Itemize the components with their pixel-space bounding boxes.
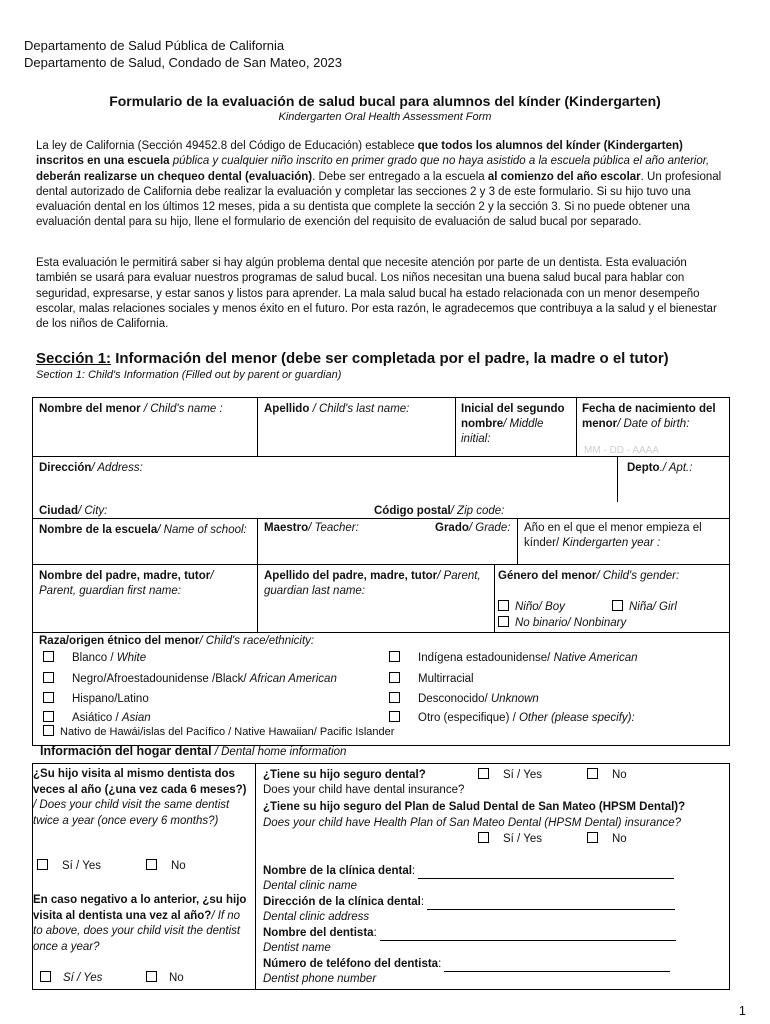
dental-insurance-question-en: Does your child have dental insurance? <box>263 784 465 796</box>
dental-home-title <box>40 744 346 758</box>
clinic-address-field[interactable]: Dirección de la clínica dental: <box>263 895 675 910</box>
same-dentist-question <box>33 767 251 829</box>
label-es: Número de teléfono del dentista <box>263 958 439 970</box>
race-ethnicity-label <box>39 634 314 649</box>
hpsm-question-en: Does your child have Health Plan of San Mateo Dental (HPSM Dental) insurance? <box>263 817 682 829</box>
checkbox[interactable] <box>37 859 48 870</box>
label-en: / Grade: <box>468 522 511 534</box>
label-es: Grado <box>435 522 469 534</box>
label-es: Género del menor <box>498 570 597 582</box>
label-es: Raza/origen étnico del menor <box>39 635 200 647</box>
apt-field[interactable] <box>627 461 692 476</box>
option-label: Hispano/Latino <box>72 693 149 705</box>
col-divider <box>257 564 258 632</box>
gender-label <box>498 569 728 584</box>
checkbox[interactable] <box>40 971 51 982</box>
race-option[interactable] <box>389 651 638 666</box>
question-en: / If no to above, does your child visit the dentist once a year? <box>33 909 241 953</box>
yearly-visit-question <box>33 893 251 955</box>
page-number: 1 <box>738 1003 746 1018</box>
row-divider <box>32 632 730 633</box>
middle-initial-field[interactable] <box>461 402 575 447</box>
dental-insurance-question <box>263 768 426 783</box>
child-last-name-field[interactable] <box>264 402 452 417</box>
intro-segment: al comienzo del año escolar <box>487 170 641 183</box>
label-en: Kindergarten year : <box>559 537 661 549</box>
label-es: Nombre del menor <box>39 403 141 415</box>
dentist-name-field[interactable]: Nombre del dentista: <box>263 926 676 941</box>
option-label: Niño/ Boy <box>515 601 565 613</box>
race-option[interactable] <box>43 692 149 707</box>
parent-last-name-field[interactable] <box>264 569 496 599</box>
label-es: Dirección <box>39 462 92 474</box>
label-es: Inicial del segundo nombre <box>461 403 565 430</box>
intro-segment: . Debe ser entregado a la escuela <box>312 170 488 183</box>
label-en: / Address: <box>91 462 143 474</box>
form-title: Formulario de la evaluación de salud bucal para alumnos del kínder (Kindergarten) <box>109 93 661 109</box>
label-en: / Zip code: <box>450 505 505 517</box>
col-divider <box>257 518 258 564</box>
checkbox[interactable] <box>389 651 400 662</box>
kindergarten-year-field[interactable] <box>524 521 727 551</box>
label-es: Año en el que el menor empieza el kínder/ <box>524 522 702 549</box>
intro-paragraph-2: Esta evaluación le permitirá saber si hay algún problema dental que necesite atención por parte de un dentista. Esta evaluación también se usará para evaluar nuestros programas de salud bucal. Los niños necesitan una buena salud bucal para hablar con seguridad, expresarse, y estar sanos y listos para aprender. La mala salud bucal ha estado relacionada con un menor desempeño escolar, malas relaciones sociales y menos éxito en el futuro. Por esta razón, le agradecemos que contribuya a la salud y el bienestar de los niños de California. <box>36 257 717 331</box>
option-label: Niña/ Girl <box>629 601 677 613</box>
race-option[interactable] <box>43 725 394 740</box>
fill-line[interactable] <box>427 909 675 910</box>
option-label: Asiático / Asian <box>72 712 151 724</box>
label-es: Dirección de la clínica dental <box>263 896 421 908</box>
checkbox[interactable] <box>498 600 509 611</box>
label-es: Fecha de nacimiento del menor <box>582 403 716 430</box>
label-en: / Child's name : <box>140 403 223 415</box>
option-label: Sí / Yes <box>503 833 543 845</box>
title-es: Información del hogar dental <box>40 744 212 758</box>
hpsm-no[interactable] <box>587 832 627 847</box>
section-1-label: Sección 1: <box>36 350 112 367</box>
option-label: Sí / Yes <box>62 860 102 872</box>
dentist-name-en: Dentist name <box>263 942 331 954</box>
race-option[interactable] <box>389 711 635 726</box>
dentist-phone-en: Dentist phone number <box>263 973 377 985</box>
label-en: / Name of school: <box>157 524 247 536</box>
race-option[interactable] <box>43 651 146 666</box>
option-label: No binario/ Nonbinary <box>515 617 627 629</box>
checkbox[interactable] <box>389 711 400 722</box>
label-es: Código postal <box>374 505 451 517</box>
table-border-left <box>32 397 33 746</box>
table-border-bottom <box>32 989 730 990</box>
clinic-address-en: Dental clinic address <box>263 911 370 923</box>
date-of-birth-field[interactable] <box>582 402 728 432</box>
label-es: Nombre de la escuela <box>39 524 158 536</box>
col-divider <box>517 518 518 564</box>
label-en: / Parent, guardian first name: <box>39 570 214 597</box>
col-divider <box>257 397 258 456</box>
city-field[interactable] <box>39 504 107 519</box>
grade-field[interactable] <box>435 521 510 536</box>
intro-segment: . Un profesional dental autorizado de California debe realizar la evaluación y completar las secciones 2 y 3 de este formulario. Si su hijo tuvo una evaluación dental en los últimos 12 meses, pida a su dentista que complete la sección 2 y la sección 3. Si no puede obtener una evaluación dental para su hijo, llene el formulario de exención del requisito de evaluación de salud bucal por separado. <box>36 170 722 229</box>
option-label: Otro (especifique) / Other (please specify): <box>418 712 635 724</box>
section-1-subtitle: Section 1: Child's Information (Filled out by parent or guardian) <box>36 369 342 381</box>
checkbox[interactable] <box>587 832 598 843</box>
fill-line[interactable] <box>444 971 670 972</box>
label-es: Nombre del dentista <box>263 927 374 939</box>
table-border-right <box>729 763 730 990</box>
option-label: Nativo de Hawái/islas del Pacífico / Native Hawaiian/ Pacific Islander <box>60 726 395 738</box>
race-option[interactable] <box>389 692 539 707</box>
section-1-heading: Información del menor (debe ser completada por el padre, la madre o el tutor) <box>111 350 669 367</box>
hpsm-question <box>263 800 685 815</box>
race-option[interactable] <box>389 672 474 687</box>
child-name-field[interactable] <box>39 402 253 417</box>
label-en: / Teacher: <box>308 522 359 534</box>
option-label: No <box>612 769 627 781</box>
checkbox[interactable] <box>389 692 400 703</box>
option-label: No <box>169 972 184 984</box>
school-name-field[interactable] <box>39 521 251 539</box>
label-es: Maestro <box>264 522 309 534</box>
label-en: / Parent, guardian last name: <box>264 570 481 597</box>
label-es: Apellido del padre, madre, tutor <box>264 570 438 582</box>
teacher-field[interactable] <box>264 521 359 536</box>
intro-segment: que todos los alumnos del kínder (Kindergarten) inscritos en una escuela <box>36 140 683 168</box>
department-line-2: Departamento de Salud, Condado de San Mateo, 2023 <box>24 55 343 70</box>
option-label: Desconocido/ Unknown <box>418 693 539 705</box>
label-en: / Child's gender: <box>596 570 680 582</box>
label-en: / Child's last name: <box>309 403 410 415</box>
question-es: ¿Tiene su hijo seguro del Plan de Salud Dental de San Mateo (HPSM Dental)? <box>263 801 686 813</box>
label-es: Nombre de la clínica dental <box>263 865 412 877</box>
intro-segment: deberán realizarse un chequeo dental (evaluación) <box>36 170 313 183</box>
address-field[interactable] <box>39 461 143 476</box>
question-es: ¿Su hijo visita al mismo dentista dos veces al año (¿una vez cada 6 meses?) <box>33 768 247 796</box>
gender-boy-option[interactable] <box>498 600 565 615</box>
form-subtitle: Kindergarten Oral Health Assessment Form <box>278 111 492 123</box>
intro-segment: La ley de California (Sección 49452.8 del Código de Educación) establece <box>36 140 418 152</box>
option-label: Multirracial <box>418 673 474 685</box>
checkbox[interactable] <box>478 768 489 779</box>
gender-girl-option[interactable] <box>612 600 677 615</box>
intro-segment: pública y cualquier niño inscrito en primer grado que no haya asistido a la escuela pública el año anterior, <box>169 155 710 168</box>
option-label: Sí / Yes <box>503 769 543 781</box>
intro-paragraph-1 <box>36 139 726 231</box>
label-en: / Child's race/ethnicity: <box>199 635 315 647</box>
checkbox[interactable] <box>587 768 598 779</box>
option-label: Sí / Yes <box>63 972 103 984</box>
question-es: ¿Tiene su hijo seguro dental? <box>263 769 426 781</box>
yearly-visit-no[interactable] <box>146 971 184 986</box>
checkbox[interactable] <box>612 600 623 611</box>
fill-line[interactable] <box>380 940 676 941</box>
checkbox[interactable] <box>146 859 157 870</box>
table-border-right <box>729 397 730 746</box>
col-divider <box>255 763 256 990</box>
insurance-no[interactable] <box>587 768 627 783</box>
checkbox[interactable] <box>478 832 489 843</box>
option-label: Negro/Afroestadounidense /Black/ African American <box>72 673 337 685</box>
hpsm-yes[interactable] <box>478 832 542 847</box>
race-option[interactable] <box>43 711 151 726</box>
gender-nonbinary-option[interactable] <box>498 616 626 631</box>
fill-line[interactable] <box>418 878 674 879</box>
parent-first-name-field[interactable] <box>39 569 251 599</box>
row-divider <box>32 564 730 565</box>
col-divider <box>617 456 618 502</box>
label-es: Nombre del padre, madre, tutor <box>39 570 211 582</box>
clinic-name-en: Dental clinic name <box>263 880 357 892</box>
label-en: ./ Apt.: <box>659 462 693 474</box>
label-en: / Date of birth: <box>617 418 690 430</box>
col-divider <box>455 397 456 456</box>
race-option[interactable] <box>43 672 337 687</box>
checkbox[interactable] <box>146 971 157 982</box>
label-es: Depto <box>627 462 660 474</box>
col-divider <box>576 397 577 456</box>
checkbox[interactable] <box>43 711 54 722</box>
question-en: / Does your child visit the same dentist twice a year (once every 6 months?) <box>33 799 230 827</box>
dob-placeholder: MM - DD - AAAA <box>584 445 660 456</box>
checkbox[interactable] <box>389 672 400 683</box>
dentist-phone-field[interactable]: Número de teléfono del dentista: <box>263 957 670 972</box>
clinic-name-field[interactable]: Nombre de la clínica dental: <box>263 864 674 879</box>
table-border-top <box>32 763 730 764</box>
title-en: / Dental home information <box>211 746 347 758</box>
label-es: Apellido <box>264 403 310 415</box>
section-1-title <box>36 350 669 367</box>
option-label: Blanco / White <box>72 652 147 664</box>
insurance-yes[interactable] <box>478 768 542 783</box>
label-en: / Middle initial: <box>461 418 544 445</box>
option-label: Indígena estadounidense/ Native American <box>418 652 638 664</box>
checkbox[interactable] <box>498 616 509 627</box>
department-line-1: Departamento de Salud Pública de California <box>24 38 285 53</box>
option-label: No <box>612 833 627 845</box>
same-dentist-yes[interactable] <box>37 859 101 874</box>
checkbox[interactable] <box>43 672 54 683</box>
yearly-visit-yes[interactable] <box>40 971 102 986</box>
zip-code-field[interactable] <box>374 504 504 519</box>
checkbox[interactable] <box>43 651 54 662</box>
question-es: En caso negativo a lo anterior, ¿su hijo visita al dentista una vez al año? <box>33 894 247 922</box>
checkbox[interactable] <box>43 692 54 703</box>
option-label: No <box>171 860 186 872</box>
checkbox[interactable] <box>43 725 54 736</box>
label-es: Ciudad <box>39 505 78 517</box>
label-en: / City: <box>77 505 108 517</box>
table-border-top <box>32 397 730 398</box>
same-dentist-no[interactable] <box>146 859 186 874</box>
